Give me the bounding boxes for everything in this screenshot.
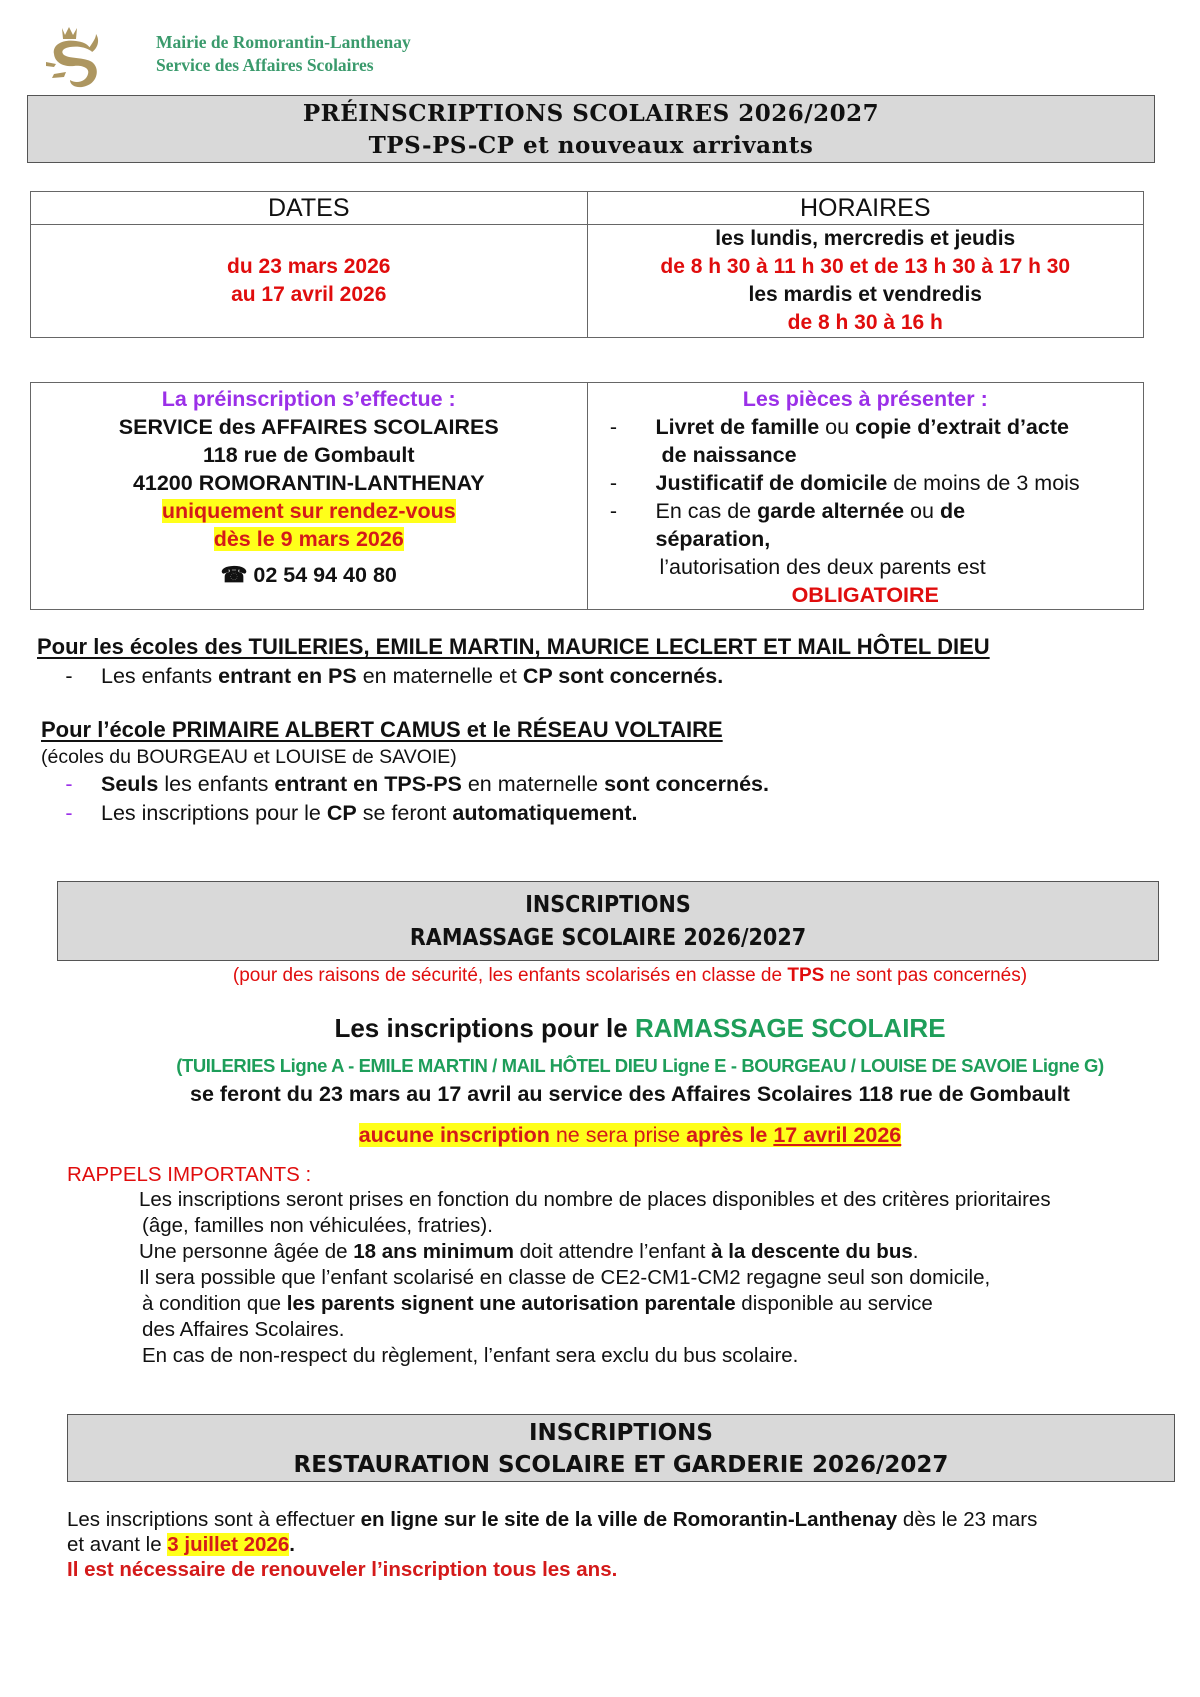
rdv-line-1: uniquement sur rendez-vous [161,499,456,523]
intro-highlight: RAMASSAGE SCOLAIRE [634,1013,946,1043]
note-text: TPS [787,965,825,986]
pieces-text: ou [819,415,856,439]
rappels-list [139,1187,1051,1369]
schools-group2-item [37,770,769,799]
pieces-text: Livret de famille [655,415,820,439]
dash-bullet: - [609,415,618,439]
pieces-text: garde alternée [757,499,905,523]
schools-group1-item [37,662,723,691]
item-text: sont concernés. [604,772,769,796]
rappel-line: des Affaires Scolaires. [142,1318,345,1341]
item-text: Seuls [101,772,159,796]
rappel-line [139,1239,1051,1265]
rappel-text: à condition que [142,1292,287,1315]
lieu-street: 118 rue de Gombault [203,443,415,467]
organization-name [156,31,411,77]
pieces-title: Les pièces à présenter : [742,387,988,411]
restauration-part: dès le 23 mars [897,1508,1038,1531]
item-text: Les enfants [101,664,219,688]
item-text: Les inscriptions pour le [101,801,327,825]
deadline-text: ne sera prise [549,1123,687,1147]
rappel-text: Une personne âgée de [139,1240,354,1263]
horaires-hours-1: de 8 h 30 à 11 h 30 et de 13 h 30 à 17 h 30 [660,255,1071,278]
restauration-title: INSCRIPTIONS [529,1420,713,1446]
restauration-part: en ligne sur le site de la ville de Romorantin-Lanthenay [360,1508,898,1531]
horaires-hours-2: de 8 h 30 à 16 h [787,311,943,334]
dash-bullet: - [609,499,618,523]
horaires-header: HORAIRES [587,192,1144,225]
rappel-text: doit attendre l’enfant [513,1240,712,1263]
deadline-text: après le [686,1123,774,1147]
note-text: ne sont pas concernés) [824,965,1028,986]
salamander-crown-emblem-icon [40,22,110,92]
item-text: les enfants [158,772,275,796]
dash-bullet: - [65,772,73,796]
restauration-subtitle: RESTAURATION SCOLAIRE ET GARDERIE 2026/2027 [293,1452,949,1478]
restauration-part: et avant le [67,1533,168,1556]
date-end: au 17 avril 2026 [231,283,387,306]
rdv-line-2: dès le 9 mars 2026 [213,527,404,551]
pieces-item [588,469,1144,497]
restauration-line [67,1532,1037,1557]
item-text: se feront [356,801,453,825]
ramassage-title: INSCRIPTIONS [525,892,691,918]
rappel-line [139,1291,1051,1317]
pieces-text: ou [904,499,940,523]
deadline-text: aucune inscription [358,1123,550,1147]
dates-header: DATES [31,192,588,225]
restauration-date: 3 juillet 2026 [167,1533,290,1556]
lieu-service: SERVICE des AFFAIRES SCOLAIRES [118,415,499,439]
pieces-item [588,497,1144,525]
item-text: en maternelle et [356,664,523,688]
rappel-text: 18 ans minimum [353,1240,514,1263]
item-text: en maternelle [461,772,605,796]
dash-bullet: - [609,471,618,495]
restauration-line [67,1507,1037,1532]
rappel-line: Les inscriptions seront prises en fonction du nombre de places disponibles et des critères prioritaires [139,1188,1051,1211]
ramassage-period: se feront du 23 mars au 17 avril au service des Affaires Scolaires 118 rue de Gombault [190,1082,1070,1106]
date-start: du 23 mars 2026 [227,255,391,278]
dash-bullet: - [65,664,73,688]
item-text: automatiquement. [452,801,638,825]
ramassage-banner [57,881,1159,961]
obligatoire-label: OBLIGATOIRE [791,583,939,607]
phone-number: 02 54 94 40 80 [253,563,397,587]
restauration-text [67,1507,1037,1582]
org-line-mairie: Mairie de Romorantin-Lanthenay [156,32,411,52]
preinscriptions-title: PRÉINSCRIPTIONS SCOLAIRES 2026/2027 [302,100,880,127]
restauration-banner [67,1414,1175,1482]
schools-group2-subtitle: (écoles du BOURGEAU et LOUISE de SAVOIE) [41,746,457,768]
ramassage-deadline [80,1123,1180,1148]
lieu-pieces-table [30,382,1144,610]
ramassage-intro [0,1013,1200,1044]
lieu-cell [31,383,588,610]
deadline-date: 17 avril 2026 [773,1123,902,1147]
item-text: entrant en PS [218,664,357,688]
phone-line [31,561,587,589]
ramassage-subtitle: RAMASSAGE SCOLAIRE 2026/2027 [409,925,807,951]
pieces-cell [587,383,1144,610]
horaires-cell [587,225,1144,338]
rappel-text: à la descente du bus [711,1240,913,1263]
pieces-text: de naissance [661,443,797,467]
dates-cell [31,225,588,338]
horaires-days-2: les mardis et vendredis [748,283,982,306]
ramassage-lines: (TUILERIES Ligne A - EMILE MARTIN / MAIL HÔTEL DIEU Ligne E - BOURGEAU / LOUISE DE SAVOIE Ligne G) [176,1055,1104,1076]
rappel-text: les parents signent une autorisation parentale [286,1292,736,1315]
restauration-part: Les inscriptions sont à effectuer [67,1508,361,1531]
item-text: CP [326,801,357,825]
horaires-days-1: les lundis, mercredis et jeudis [715,227,1016,250]
pieces-text: séparation, [655,527,771,551]
pieces-item [588,413,1144,441]
rappel-text: disponible au service [735,1292,933,1315]
rappel-text: . [912,1240,919,1263]
dates-horaires-table [30,191,1144,338]
schools-group2-title: Pour l’école PRIMAIRE ALBERT CAMUS et le RÉSEAU VOLTAIRE [41,717,723,742]
rappel-line: En cas de non-respect du règlement, l’enfant sera exclu du bus scolaire. [142,1344,799,1367]
rappels-title: RAPPELS IMPORTANTS : [67,1163,312,1186]
lieu-title: La préinscription s’effectue : [161,387,456,411]
rappel-line: (âge, familles non véhiculées, fratries). [142,1214,493,1237]
restauration-renew: Il est nécessaire de renouveler l’inscription tous les ans. [67,1558,618,1581]
pieces-text: de [939,499,966,523]
item-text: entrant en TPS-PS [274,772,462,796]
preinscriptions-subtitle: TPS-PS-CP et nouveaux arrivants [368,132,814,159]
pieces-text: Justificatif de domicile [655,471,888,495]
note-text: (pour des raisons de sécurité, les enfants scolarisés en classe de [232,965,788,986]
schools-group2-item [37,799,638,828]
restauration-part: . [289,1533,295,1556]
pieces-text: En cas de [655,499,758,523]
lieu-city: 41200 ROMORANTIN-LANTHENAY [132,471,485,495]
dash-bullet: - [65,801,73,825]
pieces-text: l’autorisation des deux parents est [659,555,986,579]
pieces-text: copie d’extrait d’acte [855,415,1069,439]
telephone-icon: ☎ [220,563,248,587]
rappel-line: Il sera possible que l’enfant scolarisé en classe de CE2-CM1-CM2 regagne seul son domicile, [139,1266,991,1289]
preinscriptions-banner [27,95,1155,163]
pieces-text: de moins de 3 mois [887,471,1080,495]
schools-group1-title: Pour les écoles des TUILERIES, EMILE MARTIN, MAURICE LECLERT ET MAIL HÔTEL DIEU [37,634,990,659]
org-line-service: Service des Affaires Scolaires [156,55,374,75]
item-text: CP sont concernés. [522,664,724,688]
intro-text: Les inscriptions pour le [334,1013,635,1043]
ramassage-note [60,965,1200,987]
